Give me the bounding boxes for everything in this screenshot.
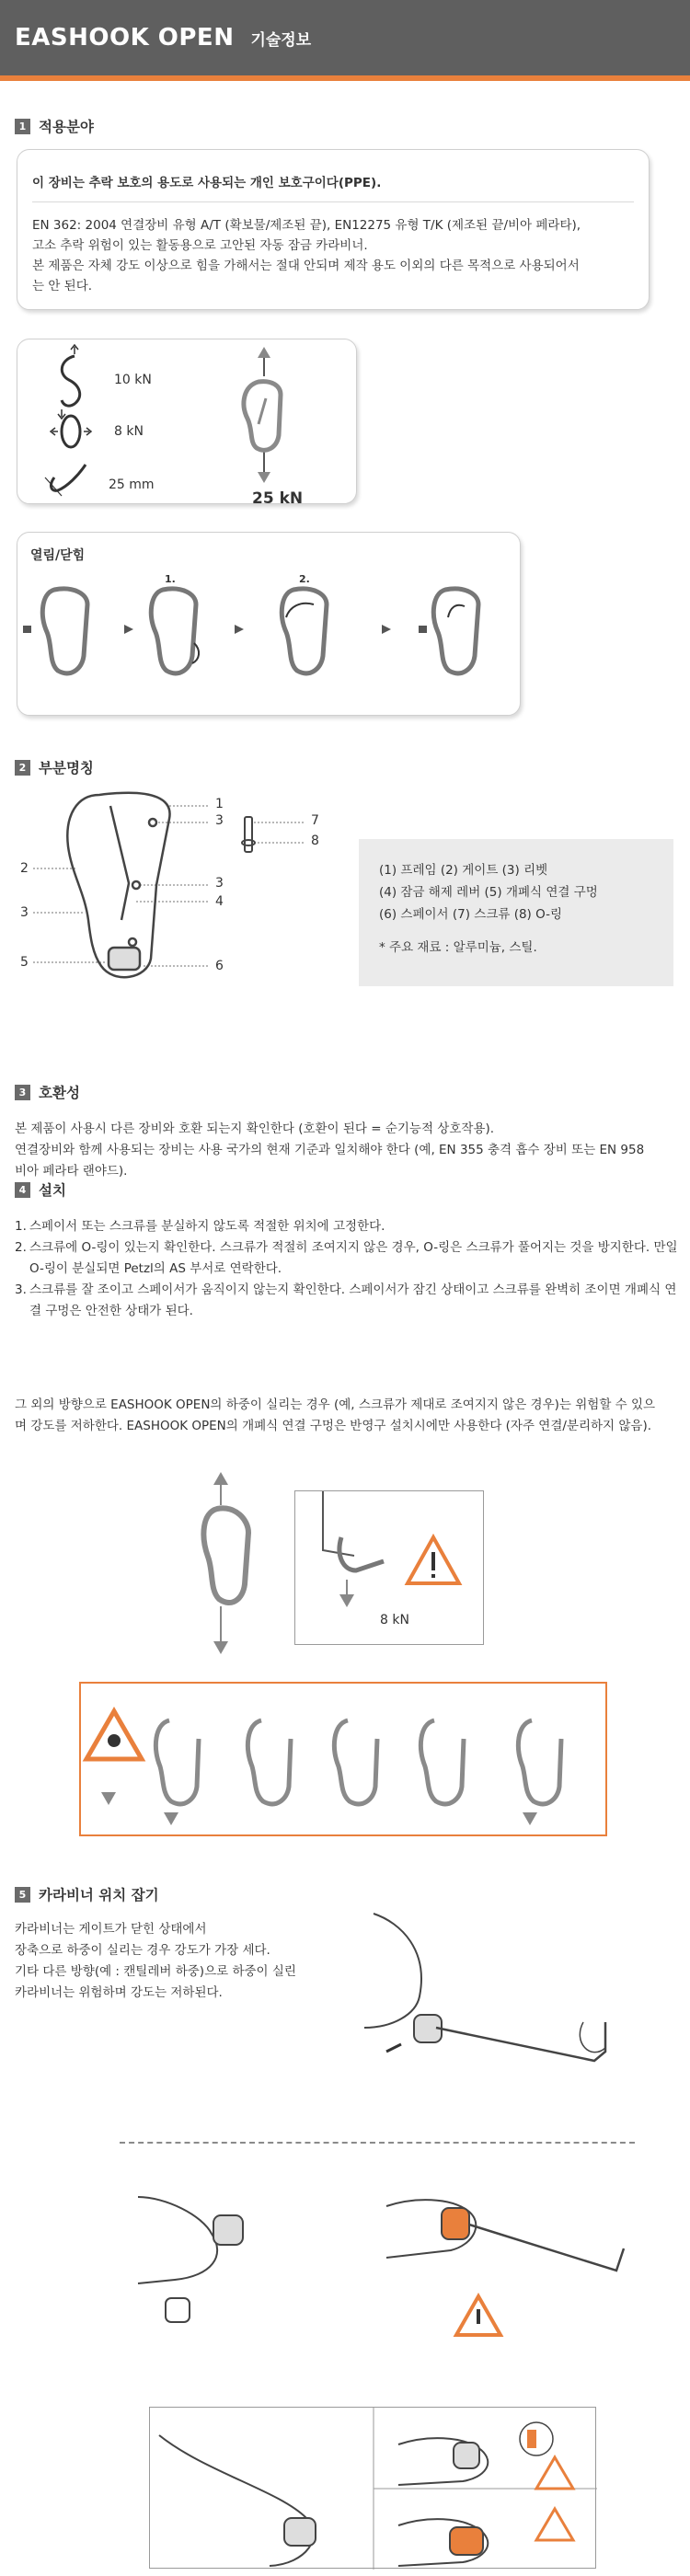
spec-minor: 8 kN [114, 424, 144, 439]
parts-line: (1) 프레임 (2) 게이트 (3) 리벳 [379, 863, 548, 878]
positioning-text: 카라비너는 게이트가 닫힌 상태에서 장축으로 하중이 실리는 경우 강도가 가장 세다. 기타 다른 방향(예 : 캔틸레버 하중)으로 하중이 실린 카라비너는 위험하며 강도는 저하된다. [15, 1922, 296, 2000]
section-number: 3 [15, 1085, 30, 1100]
materials-note: * 주요 재료 : 알루미늄, 스틸. [379, 940, 537, 955]
danger-icon [86, 1711, 142, 1759]
screw-icon [245, 817, 252, 852]
section-number: 4 [15, 1182, 30, 1198]
parts-legend [359, 839, 673, 986]
carabiner-load-icon [244, 347, 281, 483]
divider [32, 201, 634, 202]
section-title: 적용분야 [39, 119, 94, 135]
carabiner-load-axis-illustration [184, 1468, 276, 1671]
usage-line: 본 제품은 자체 강도 이상으로 힘을 가해서는 절대 안되며 제작 용도 이외의 다른 목적으로 사용되어서 [32, 259, 580, 273]
compat-line: 비아 페라타 랜야드). [15, 1164, 128, 1179]
positioning-illustrations [138, 2160, 653, 2381]
lock-icon [419, 626, 427, 633]
positioning-detail-box [149, 2407, 596, 2569]
strength-icons [17, 339, 358, 505]
load-value: 8 kN [380, 1613, 409, 1627]
usage-line: EN 362: 2004 연결장비 유형 A/T (확보물/제조된 끝), EN12275 유형 T/K (제조된 끝/비아 페라타), [32, 218, 581, 233]
section-number: 2 [15, 760, 30, 776]
anchor-load-box [294, 1490, 484, 1645]
section-1-heading [15, 116, 94, 136]
section-number: 1 [15, 119, 30, 134]
spec-gate-closed: 25 kN [252, 489, 304, 508]
page-header [0, 0, 690, 81]
installation-warning-text: 그 외의 방향으로 EASHOOK OPEN의 하중이 실리는 경우 (예, 스크류가 제대로 조여지지 않은 경우)는 위험할 수 있으 며 강도를 저하한다. EASHOOK OPEN의 개폐식 연결 구멍은 반영구 설치시에만 사용한다 (자주 연결/분리하지 않음). [15, 1397, 656, 1433]
section-number: 5 [15, 1887, 30, 1903]
section-divider [120, 2142, 635, 2144]
spec-opening: 25 mm [109, 477, 155, 492]
callout-rivet: 3 [215, 813, 224, 828]
installation-item: 3. 스크류를 잘 조이고 스페이서가 움직이지 않는지 확인한다. 스페이서가 잠긴 상태이고 스크류를 완벽히 조이면 개폐식 연결 구멍은 안전한 상태가 된다. [15, 1282, 677, 1318]
arrow-right-icon [235, 625, 244, 634]
compat-line: 연결장비와 함께 사용되는 장비는 사용 국가의 현재 기준과 일치해야 한다 (예, EN 355 충격 흡수 장비 또는 EN 958 [15, 1143, 645, 1157]
callout-hole: 5 [20, 955, 29, 970]
gate-opening-icon [45, 465, 86, 496]
callout-rivet: 3 [215, 876, 224, 891]
callout-gate: 2 [20, 861, 29, 876]
callout-frame: 1 [215, 797, 224, 811]
installation-list [15, 1216, 679, 1322]
usage-line: 고소 추락 위험이 있는 활동용으로 고안된 자동 잠금 카라비너. [32, 238, 368, 253]
danger-icon [536, 2457, 573, 2540]
usage-lead: 이 장비는 추락 보호의 용도로 사용되는 개인 보호구이다(PPE). [32, 176, 382, 190]
improper-loading-box [79, 1682, 607, 1836]
opening-closing-box [17, 532, 521, 716]
callout-screw: 7 [311, 813, 319, 828]
warning-icon [456, 2296, 500, 2335]
compat-line: 본 제품이 사용시 다른 장비와 호환 되는지 확인한다 (호환이 된다 = 순기능적 상호작용). [15, 1121, 495, 1136]
arrow-right-icon [124, 625, 133, 634]
opening-steps-illustration [17, 533, 522, 717]
installation-tool-illustration [364, 1914, 668, 2098]
curved-arrow-icon [448, 605, 465, 617]
arrow-right-icon [382, 625, 391, 634]
warning-icon [408, 1537, 459, 1583]
callout-lever: 4 [215, 894, 224, 909]
section-title: 부분명칭 [39, 760, 94, 776]
section-5-heading [15, 1884, 159, 1904]
installation-item: 2. 스크류에 O-링이 있는지 확인한다. 스크류가 적절히 조여지지 않은 경우, O-링은 스크류가 풀어지는 것을 방지한다. 만일 O-링이 분실되면 Petzl의 AS 부서로 연락한다. [15, 1240, 678, 1276]
callout-spacer: 6 [215, 959, 224, 973]
minor-axis-icon [51, 416, 91, 447]
parts-line: (6) 스페이서 (7) 스크류 (8) O-링 [379, 907, 563, 922]
callout-rivet: 3 [20, 905, 29, 920]
section-2-heading [15, 757, 94, 777]
section-title: 설치 [39, 1182, 66, 1199]
product-title: EASHOOK OPEN [15, 24, 235, 52]
section-title: 호환성 [39, 1085, 80, 1101]
parts-line: (4) 잠금 해제 레버 (5) 개폐식 연결 구멍 [379, 885, 598, 900]
usage-info-box [17, 149, 650, 310]
callout-o-ring: 8 [311, 834, 319, 848]
major-axis-icon [58, 345, 80, 419]
usage-line: 는 안 된다. [32, 279, 93, 293]
strength-specs-box [17, 339, 357, 508]
step-2-label: 2. [299, 573, 310, 585]
parts-diagram [0, 782, 350, 1021]
installation-item: 1. 스페이서 또는 스크류를 분실하지 않도록 적절한 위치에 고정한다. [15, 1219, 385, 1234]
header-subtitle: 기술정보 [250, 30, 312, 50]
step-1-label: 1. [165, 573, 176, 585]
compatibility-text [15, 1119, 679, 1182]
lock-icon [23, 626, 31, 633]
section-3-heading [15, 1082, 80, 1102]
section-4-heading [15, 1179, 66, 1200]
opening-label: 열림/닫힘 [30, 548, 86, 563]
section-title: 카라비너 위치 잡기 [39, 1887, 159, 1903]
spec-major: 10 kN [114, 373, 152, 387]
curved-arrow-icon [286, 604, 314, 617]
